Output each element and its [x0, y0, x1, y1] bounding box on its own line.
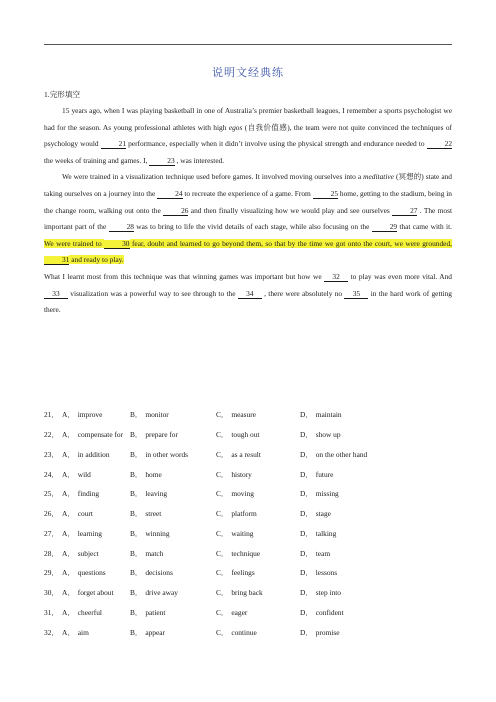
option-a	[62, 528, 130, 539]
blank-32: 32	[324, 273, 348, 282]
option-letter: B．	[130, 469, 143, 479]
option-letter: A．	[62, 509, 75, 519]
option-a	[62, 567, 130, 578]
text: . The most important part of the	[44, 205, 453, 232]
option-c	[216, 409, 300, 420]
text-italic: meditative	[363, 172, 394, 182]
option-text: in other words	[145, 449, 189, 459]
option-letter: B．	[130, 568, 143, 578]
question-number: 28．	[44, 548, 59, 558]
text: 15 years ago, when I was playing basketball in one of Australia’s premier basketball leagues, I remember a sports psychologist we had for the season. As young professional athletes with high	[44, 106, 452, 132]
blank-33: 33	[44, 290, 68, 299]
question-number: 26．	[44, 509, 59, 519]
question-number: 27．	[44, 528, 59, 538]
text: that came with it.	[397, 222, 452, 232]
option-text: street	[145, 509, 162, 519]
option-text: show up	[315, 430, 341, 440]
option-d	[300, 627, 400, 638]
text: , there were absolutely no	[261, 288, 345, 298]
text: We were trained in a visualization technique used before games. It involved moving ourselves into a	[62, 172, 364, 182]
option-text: confident	[315, 607, 344, 617]
paragraph-3	[44, 269, 452, 319]
option-letter: D．	[300, 410, 313, 420]
blank-22: 22	[427, 140, 452, 149]
option-b	[130, 528, 216, 539]
option-a	[62, 429, 130, 440]
blank-21: 21	[101, 140, 126, 149]
option-row-27	[44, 524, 464, 544]
option-row-29	[44, 563, 464, 583]
option-letter: A．	[62, 469, 75, 479]
text: to play was even more vital. And	[348, 271, 453, 281]
option-b	[130, 469, 216, 480]
option-letter: D．	[300, 509, 313, 519]
option-text: history	[231, 469, 252, 479]
option-letter: D．	[300, 449, 313, 459]
option-letter: B．	[130, 627, 143, 637]
option-letter: D．	[300, 568, 313, 578]
option-text: monitor	[145, 410, 169, 420]
option-text: platform	[231, 509, 257, 519]
option-text: missing	[315, 489, 339, 499]
option-c	[216, 607, 300, 618]
option-text: team	[315, 548, 331, 558]
option-b	[130, 409, 216, 420]
option-a	[62, 587, 130, 598]
option-letter: C．	[216, 509, 229, 519]
option-letter: C．	[216, 627, 229, 637]
option-c	[216, 567, 300, 578]
option-text: improve	[77, 410, 103, 420]
option-text: continue	[231, 627, 257, 637]
question-number: 21．	[44, 410, 59, 420]
option-letter: A．	[62, 607, 75, 617]
option-a	[62, 627, 130, 638]
option-c	[216, 508, 300, 519]
option-letter: C．	[216, 410, 229, 420]
option-d	[300, 548, 400, 559]
blank-25: 25	[313, 190, 338, 199]
option-text: on the other hand	[315, 449, 368, 459]
option-letter: B．	[130, 509, 143, 519]
option-row-24	[44, 464, 464, 484]
option-d	[300, 469, 400, 480]
option-d	[300, 567, 400, 578]
option-text: waiting	[231, 528, 254, 538]
option-c	[216, 587, 300, 598]
text: in the hard work of getting there.	[44, 288, 453, 315]
option-a	[62, 449, 130, 460]
option-text: stage	[315, 509, 331, 519]
option-letter: A．	[62, 528, 75, 538]
option-text: match	[145, 548, 164, 558]
question-number: 32．	[44, 627, 59, 637]
option-row-28	[44, 543, 464, 563]
question-number: 22．	[44, 430, 59, 440]
option-b	[130, 488, 216, 499]
paragraph-1	[44, 103, 452, 169]
option-c	[216, 469, 300, 480]
question-number: 31．	[44, 607, 59, 617]
option-row-30	[44, 583, 464, 603]
option-text: compensate for	[77, 430, 124, 440]
option-c	[216, 627, 300, 638]
section-heading: 1.完形填空	[44, 90, 81, 99]
option-text: leaving	[145, 489, 168, 499]
option-d	[300, 429, 400, 440]
option-d	[300, 607, 400, 618]
option-letter: B．	[130, 449, 143, 459]
option-letter: D．	[300, 607, 313, 617]
text: performance, especially when it didn’t involve using the physical strength and endurance needed to	[126, 139, 427, 149]
option-d	[300, 508, 400, 519]
text-italic: egos	[228, 122, 243, 132]
option-b	[130, 567, 216, 578]
option-letter: C．	[216, 430, 229, 440]
option-d	[300, 449, 400, 460]
blank-28: 28	[109, 223, 134, 232]
option-letter: B．	[130, 607, 143, 617]
option-text: subject	[77, 548, 99, 558]
option-a	[62, 548, 130, 559]
highlighted-text: fear, doubt and learned to go beyond them, so that by the time we got onto the court, we were grounded,	[129, 238, 452, 248]
option-text: talking	[315, 528, 337, 538]
option-row-25	[44, 484, 464, 504]
question-number: 25．	[44, 489, 59, 499]
option-letter: D．	[300, 528, 313, 538]
option-letter: B．	[130, 489, 143, 499]
highlighted-text: We were trained to	[44, 238, 105, 248]
option-letter: D．	[300, 627, 313, 637]
option-a	[62, 409, 130, 420]
text: the weeks of training and games. I,	[44, 155, 150, 165]
option-text: maintain	[315, 410, 342, 420]
text: home, getting to the stadium, being in the change room, walking out onto the	[44, 188, 452, 215]
option-c	[216, 488, 300, 499]
option-text: patient	[145, 607, 166, 617]
option-text: eager	[231, 607, 248, 617]
blank-26: 26	[163, 207, 188, 216]
option-c	[216, 548, 300, 559]
option-letter: A．	[62, 489, 75, 499]
option-text: wild	[77, 469, 91, 479]
option-row-22	[44, 425, 464, 445]
option-text: in addition	[77, 449, 110, 459]
text: visualization was a powerful way to see through to the	[68, 288, 238, 298]
option-d	[300, 488, 400, 499]
option-text: winning	[145, 528, 170, 538]
option-letter: B．	[130, 410, 143, 420]
option-letter: B．	[130, 430, 143, 440]
option-letter: A．	[62, 410, 75, 420]
text: , was interested.	[174, 155, 225, 165]
option-letter: A．	[62, 548, 75, 558]
option-letter: A．	[62, 449, 75, 459]
highlighted-text: and ready to play.	[69, 255, 124, 265]
option-letter: D．	[300, 469, 313, 479]
option-letter: C．	[216, 548, 229, 558]
option-letter: B．	[130, 528, 143, 538]
text: What I learnt most from this technique was that winning games was important but how we	[44, 271, 325, 281]
option-letter: C．	[216, 607, 229, 617]
option-letter: B．	[130, 588, 143, 598]
option-letter: C．	[216, 469, 229, 479]
option-text: prepare for	[145, 430, 178, 440]
option-text: drive away	[145, 588, 178, 598]
option-b	[130, 429, 216, 440]
option-b	[130, 508, 216, 519]
text: (冥想的) state and taking ourselves on a journey into the	[44, 172, 452, 198]
option-text: learning	[77, 528, 102, 538]
option-c	[216, 429, 300, 440]
blank-27: 27	[392, 207, 417, 216]
option-text: tough out	[231, 430, 260, 440]
option-b	[130, 548, 216, 559]
option-letter: B．	[130, 548, 143, 558]
option-a	[62, 469, 130, 480]
option-b	[130, 627, 216, 638]
option-text: cheerful	[77, 607, 102, 617]
option-c	[216, 528, 300, 539]
text: and then finally visualizing how we would play and see ourselves	[188, 205, 393, 215]
option-text: court	[77, 509, 93, 519]
paragraph-2	[44, 169, 452, 269]
option-text: lessons	[315, 568, 338, 578]
option-row-31	[44, 603, 464, 623]
option-b	[130, 449, 216, 460]
option-row-26	[44, 504, 464, 524]
option-row-23	[44, 445, 464, 465]
option-text: moving	[231, 489, 254, 499]
option-text: forget about	[77, 588, 114, 598]
blank-31: 31	[44, 256, 69, 265]
option-letter: C．	[216, 449, 229, 459]
text: to recreate the experience of a game. From	[182, 188, 313, 198]
option-text: measure	[231, 410, 256, 420]
option-d	[300, 587, 400, 598]
option-letter: D．	[300, 588, 313, 598]
option-letter: C．	[216, 588, 229, 598]
option-letter: C．	[216, 568, 229, 578]
option-text: step into	[315, 588, 341, 598]
option-text: future	[315, 469, 334, 479]
question-number: 23．	[44, 449, 59, 459]
option-letter: C．	[216, 489, 229, 499]
blank-29: 29	[372, 223, 397, 232]
option-a	[62, 607, 130, 618]
cloze-passage	[44, 103, 452, 319]
option-text: decisions	[145, 568, 173, 578]
option-text: as a result	[231, 449, 261, 459]
blank-23: 23	[149, 157, 174, 166]
option-letter: D．	[300, 548, 313, 558]
option-text: bring back	[231, 588, 263, 598]
option-d	[300, 409, 400, 420]
option-letter: D．	[300, 489, 313, 499]
option-text: appear	[145, 627, 166, 637]
option-letter: D．	[300, 430, 313, 440]
option-text: finding	[77, 489, 100, 499]
question-number: 30．	[44, 588, 59, 598]
document-title: 说明文经典练	[212, 67, 284, 79]
header-rule	[44, 44, 452, 45]
option-d	[300, 528, 400, 539]
option-text: promise	[315, 627, 340, 637]
option-b	[130, 587, 216, 598]
blank-34: 34	[238, 290, 262, 299]
option-a	[62, 488, 130, 499]
option-text: aim	[77, 627, 89, 637]
answer-options	[44, 405, 464, 642]
option-c	[216, 449, 300, 460]
option-letter: C．	[216, 528, 229, 538]
question-number: 24．	[44, 469, 59, 479]
option-text: home	[145, 469, 162, 479]
blank-24: 24	[157, 190, 182, 199]
option-text: technique	[231, 548, 261, 558]
text: (自我价值感), the team were not quite convinced the techniques of psychology would	[44, 122, 452, 149]
option-letter: A．	[62, 568, 75, 578]
text: was to bring to life the vivid details of each stage, while also focusing on the	[133, 222, 372, 232]
option-letter: A．	[62, 430, 75, 440]
option-letter: A．	[62, 627, 75, 637]
option-row-21	[44, 405, 464, 425]
option-a	[62, 508, 130, 519]
option-text: feelings	[231, 568, 255, 578]
question-number: 29．	[44, 568, 59, 578]
option-row-32	[44, 622, 464, 642]
blank-35: 35	[344, 290, 368, 299]
blank-30: 30	[104, 240, 129, 249]
option-b	[130, 607, 216, 618]
option-text: questions	[77, 568, 106, 578]
option-letter: A．	[62, 588, 75, 598]
